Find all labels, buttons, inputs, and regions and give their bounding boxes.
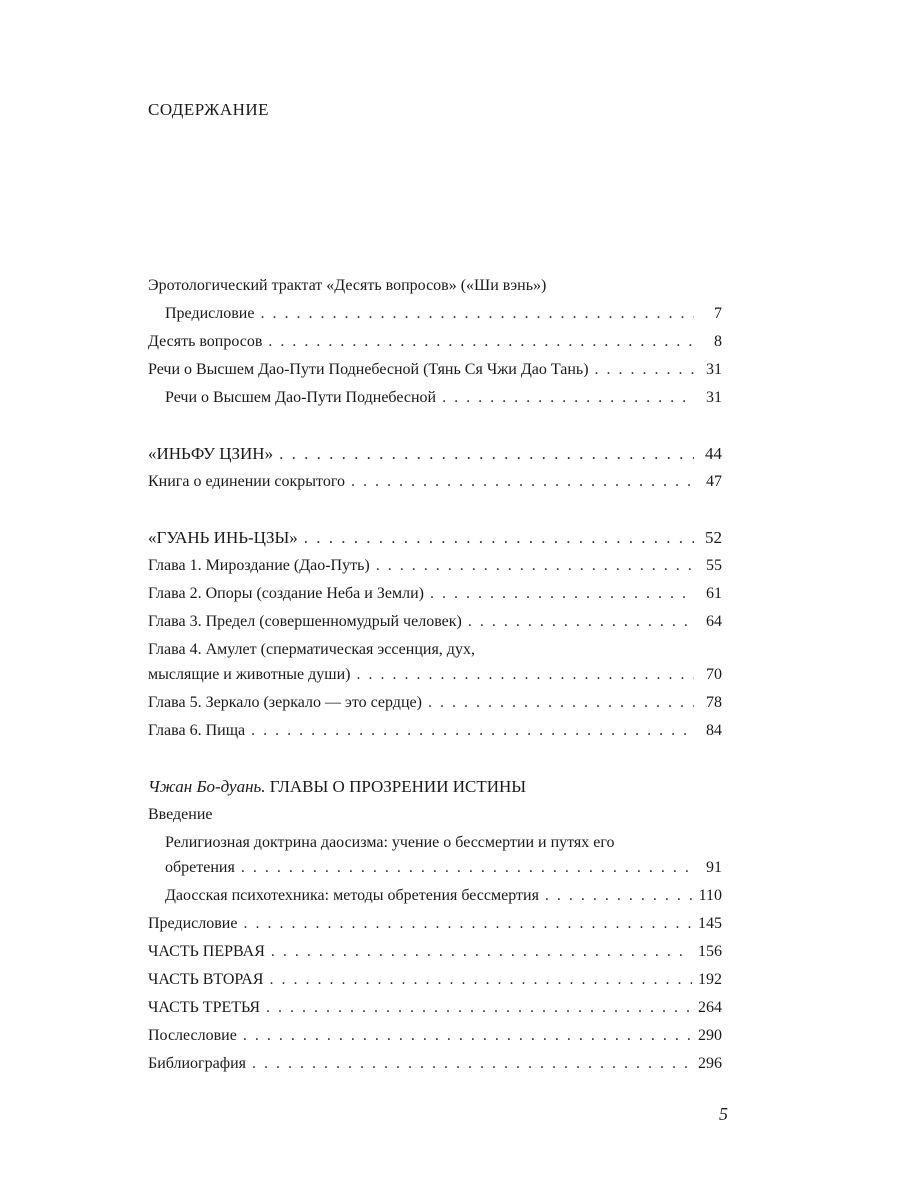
toc-entry-label: Библиография [148,1055,246,1072]
toc-entry-page: 290 [698,1027,722,1044]
toc-entry[interactable] [148,328,722,356]
toc-entry-page: 70 [706,666,722,683]
toc-entry-page: 64 [706,613,722,630]
dot-leader [269,966,692,994]
toc-entry-label: Даосская психотехника: методы обретения бессмертия [165,887,539,904]
dot-leader [430,580,694,608]
dot-leader [376,552,694,580]
toc-entry-page: 44 [705,444,722,463]
toc-entry-label: ЧАСТЬ ТРЕТЬЯ [148,999,261,1016]
dot-leader [279,440,694,468]
toc-entry[interactable] [148,580,722,608]
toc-entry-label: Предисловие [148,915,238,932]
toc-entry-label: Глава 6. Пища [148,722,246,739]
toc-entry-label: Глава 5. Зеркало (зеркало — это сердце) [148,694,422,711]
author-name: Чжан Бо-дуань. [148,777,266,796]
work-title: ГЛАВЫ О ПРОЗРЕНИИ ИСТИНЫ [269,777,527,796]
toc-entry-label-line2: мыслящие и животные души) [148,666,351,683]
toc-entry-label-line1: Глава 4. Амулет (сперматическая эссенция, дух, [148,641,475,658]
page-number: 5 [719,1104,728,1124]
toc-entry[interactable] [148,552,722,580]
dot-leader [260,300,694,328]
toc-entry-label: Предисловие [165,305,255,322]
toc-entry-label-line1: Религиозная доктрина даосизма: учение о бессмертии и путях его [165,834,615,851]
toc-entry-page: 52 [705,528,722,547]
page-title: СОДЕРЖАНИЕ [148,100,270,119]
toc-entry[interactable] [148,1050,722,1078]
section-heading-zhang-bo-duan [148,773,722,801]
dot-leader [304,524,694,552]
dot-leader [351,468,694,496]
dot-leader [243,1022,692,1050]
toc-entry-page: 156 [698,943,722,960]
toc-entry[interactable] [148,938,722,966]
toc-entry-page: 84 [706,722,722,739]
toc-entry-page: 264 [698,999,722,1016]
toc-entry-label: ЧАСТЬ ПЕРВАЯ [148,943,265,960]
toc-entry[interactable] [148,356,722,384]
toc-entry-label: Десять вопросов [148,333,263,350]
dot-leader [252,1050,692,1078]
toc-entry-label: Речи о Высшем Дао-Пути Поднебесной (Тянь Ся Чжи Дао Тань) [148,361,589,378]
toc-entry-page: 31 [706,389,722,406]
toc-entry-page: 78 [706,694,722,711]
toc-entry-page: 55 [706,557,722,574]
toc-entry-page: 61 [706,585,722,602]
dot-leader [356,661,694,689]
toc-entry-page: 7 [714,305,722,322]
toc-entry[interactable] [148,636,722,689]
section-heading-guan-yin-zi[interactable]: «ГУАНЬ ИНЬ-ЦЗЫ» . . . 52 [148,524,722,552]
intro-heading: Введение [148,806,213,823]
toc-entry-label: Глава 2. Опоры (создание Неба и Земли) [148,585,424,602]
toc-entry-page: 91 [706,859,722,876]
toc-entry[interactable] [148,966,722,994]
dot-leader [243,910,692,938]
dot-leader [268,328,694,356]
toc-entry-label: Глава 3. Предел (совершенномудрый человек) [148,613,462,630]
toc-entry[interactable] [148,882,722,910]
dot-leader [251,717,694,745]
section-heading-shi-wen: Эротологический трактат «Десять вопросов» («Ши вэнь») [148,277,547,294]
toc-entry-label-line2: обретения [165,859,235,876]
toc-entry[interactable] [148,1022,722,1050]
toc-entry[interactable] [148,689,722,717]
dot-leader [241,854,694,882]
toc-entry-label: Послесловие [148,1027,237,1044]
toc-entry[interactable] [148,384,722,412]
toc-entry[interactable] [148,717,722,745]
dot-leader [271,938,692,966]
toc-entry-page: 110 [698,887,722,904]
dot-leader [595,356,694,384]
dot-leader [266,994,692,1022]
toc-entry[interactable] [148,910,722,938]
toc-entry-page: 145 [698,915,722,932]
dot-leader [428,689,694,717]
toc-entry-label: ЧАСТЬ ВТОРАЯ [148,971,264,988]
toc-entry-page: 8 [714,333,722,350]
toc-entry[interactable] [148,994,722,1022]
toc-entry[interactable] [148,608,722,636]
table-of-contents [148,272,722,1078]
toc-entry-page: 31 [706,361,722,378]
toc-entry[interactable] [148,468,722,496]
toc-entry-label: Глава 1. Мироздание (Дао-Путь) [148,557,370,574]
dot-leader [545,882,693,910]
toc-entry-label: Книга о единении сокрытого [148,473,345,490]
toc-entry-page: 47 [706,473,722,490]
section-heading-yinfu-jing[interactable]: «ИНЬФУ ЦЗИН» . . . 44 [148,440,722,468]
toc-entry-page: 192 [698,971,722,988]
dot-leader [442,384,694,412]
toc-entry[interactable] [148,829,722,882]
toc-entry-label: Речи о Высшем Дао-Пути Поднебесной [165,389,437,406]
dot-leader [468,608,694,636]
toc-entry-page: 296 [698,1055,722,1072]
toc-entry[interactable] [148,300,722,328]
